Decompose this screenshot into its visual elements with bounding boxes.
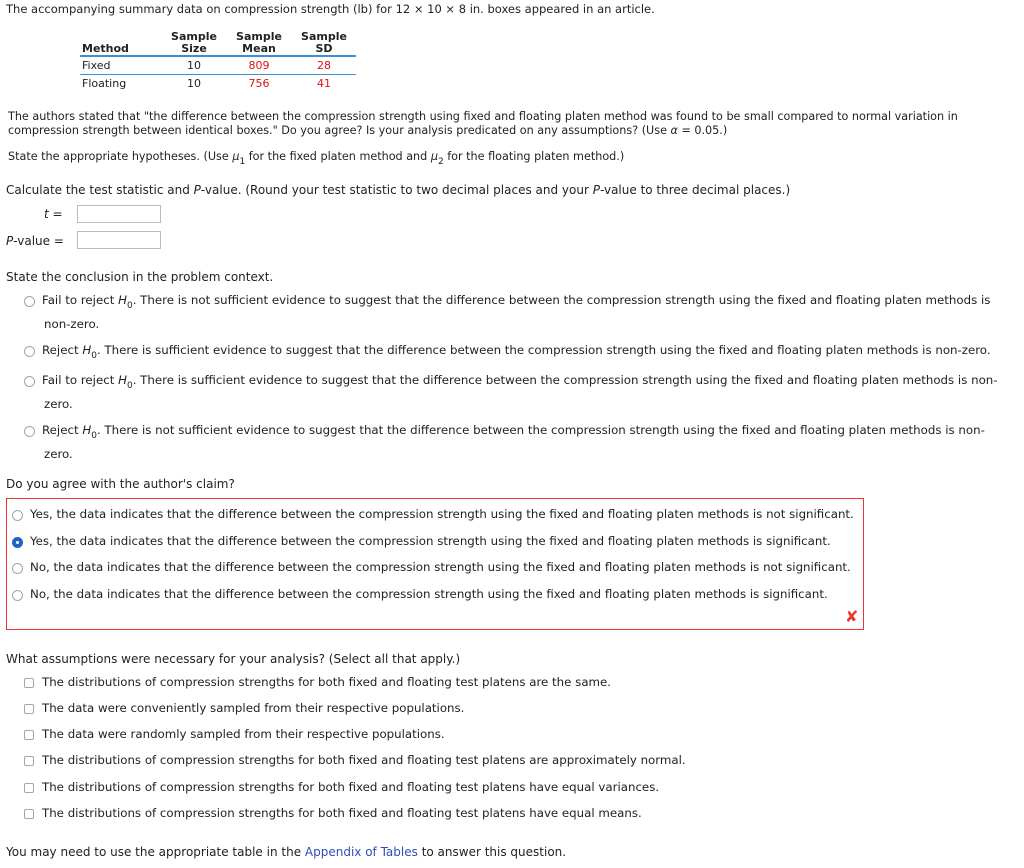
authors-statement-line1: The authors stated that "the difference between the compression strength using fixed and floating platen method was found to be small compared to normal variation in [8, 110, 958, 123]
h0-symbol: H [118, 373, 127, 387]
header-sd-line2: SD [315, 42, 333, 55]
agree-radio-2-selected[interactable] [12, 537, 23, 548]
header-size-line1: Sample [171, 30, 217, 43]
mu1-symbol: μ [232, 150, 240, 163]
h0-subscript: 0 [126, 381, 133, 391]
h0-symbol: H [82, 343, 92, 357]
conclusion-option-4[interactable] [42, 423, 985, 439]
cell-size: 10 [187, 77, 201, 90]
assumptions-prompt: What assumptions were necessary for your analysis? (Select all that apply.) [6, 652, 461, 666]
option-text: . There is sufficient evidence to suggest that the difference between the compression strength using the fixed and floating platen methods is non-zero. [96, 343, 991, 357]
conclusion-option-2[interactable] [42, 343, 991, 359]
agree-option-1[interactable]: Yes, the data indicates that the difference between the compression strength using the fixed and floating platen methods is not significant. [30, 507, 854, 521]
cell-mean: 756 [248, 77, 270, 90]
hypotheses-text-b: for the fixed platen method and [245, 150, 431, 163]
header-size [162, 31, 226, 56]
calc-text-a: Calculate the test statistic and [6, 183, 194, 197]
t-input[interactable] [77, 205, 161, 223]
h0-symbol: H [118, 293, 127, 307]
assumption-option-2[interactable]: The data were conveniently sampled from their respective populations. [42, 701, 465, 715]
option-prefix: Reject [42, 423, 83, 437]
conclusion-option-1-wrap: non-zero. [44, 317, 100, 331]
header-sd [292, 31, 356, 56]
table-header-row [80, 31, 356, 56]
agree-option-3[interactable]: No, the data indicates that the difference between the compression strength using the fixed and floating platen methods is not significant. [30, 560, 851, 574]
option-text: . There is not sufficient evidence to suggest that the difference between the compression strength using the fixed and floating platen methods is non- [96, 423, 985, 437]
assumption-checkbox-6[interactable] [24, 809, 34, 819]
appendix-link[interactable]: Appendix of Tables [304, 845, 418, 859]
h0-subscript: 0 [91, 431, 97, 441]
mu2-symbol: μ [430, 150, 438, 163]
hypotheses-text-a: State the appropriate hypotheses. (Use [8, 150, 233, 163]
mu1-subscript: 1 [239, 157, 246, 167]
cell-mean: 809 [248, 59, 270, 72]
h0-subscript: 0 [91, 351, 97, 361]
h0-symbol: H [82, 423, 92, 437]
cell-method: Floating [82, 77, 127, 90]
h0-subscript: 0 [126, 301, 133, 311]
footer-note [6, 845, 566, 859]
calc-p-italic: P [193, 183, 201, 197]
table-row [80, 75, 356, 93]
agree-option-2[interactable]: Yes, the data indicates that the difference between the compression strength using the fixed and floating platen methods is significant. [30, 534, 831, 548]
conclusion-radio-4[interactable] [24, 426, 35, 437]
conclusion-radio-1[interactable] [24, 296, 35, 307]
assumption-checkbox-5[interactable] [24, 783, 34, 793]
pvalue-label [6, 234, 64, 248]
intro-text: The accompanying summary data on compression strength (lb) for 12 × 10 × 8 in. boxes appeared in an article. [6, 2, 655, 16]
calc-p2-italic: P [592, 183, 600, 197]
assumption-option-4[interactable]: The distributions of compression strengths for both fixed and floating test platens are approximately normal. [42, 753, 686, 767]
agree-prompt: Do you agree with the author's claim? [6, 477, 235, 491]
footer-text-b: to answer this question. [417, 845, 567, 859]
option-prefix: Fail to reject [42, 373, 119, 387]
header-mean [226, 31, 292, 56]
assumption-checkbox-3[interactable] [24, 730, 34, 740]
t-symbol: t [44, 207, 49, 221]
incorrect-x-icon: ✘ [845, 607, 859, 626]
option-text: . There is not sufficient evidence to suggest that the difference between the compression strength using the fixed and floating platen methods is [132, 293, 991, 307]
pvalue-rest: -value [13, 234, 51, 248]
assumption-option-6[interactable]: The distributions of compression strengths for both fixed and floating test platens have equal means. [42, 806, 642, 820]
summary-table [80, 31, 356, 92]
conclusion-radio-2[interactable] [24, 346, 35, 357]
pvalue-input[interactable] [77, 231, 161, 249]
calc-prompt [6, 183, 790, 197]
conclusion-option-4-wrap: zero. [44, 447, 73, 461]
conclusion-option-1[interactable] [42, 293, 990, 309]
header-mean-line1: Sample [236, 30, 282, 43]
hypotheses-text-c: for the floating platen method.) [443, 150, 625, 163]
authors-statement [8, 110, 1013, 138]
calc-text-c: -value to three decimal places.) [599, 183, 791, 197]
authors-statement-line2: compression strength between identical boxes." Do you agree? Is your analysis predicated on any assumptions? (Use [8, 124, 671, 137]
conclusion-radio-3[interactable] [24, 376, 35, 387]
pvalue-p-italic: P [6, 234, 14, 248]
agree-option-4[interactable]: No, the data indicates that the difference between the compression strength using the fixed and floating platen methods is significant. [30, 587, 828, 601]
footer-text-a: You may need to use the appropriate table in the [6, 845, 305, 859]
table-row [80, 56, 356, 75]
assumption-checkbox-4[interactable] [24, 756, 34, 766]
pvalue-equals: = [53, 234, 64, 248]
mu2-subscript: 2 [437, 157, 444, 167]
t-equals: = [52, 207, 63, 221]
assumption-checkbox-1[interactable] [24, 678, 34, 688]
header-size-line2: Size [181, 42, 207, 55]
header-method: Method [82, 42, 129, 55]
header-sd-line1: Sample [301, 30, 347, 43]
cell-sd: 41 [317, 77, 331, 90]
option-prefix: Fail to reject [42, 293, 119, 307]
alpha-value: = 0.05.) [677, 124, 728, 137]
agree-radio-3[interactable] [12, 563, 23, 574]
option-prefix: Reject [42, 343, 83, 357]
cell-method: Fixed [82, 59, 111, 72]
agree-radio-4[interactable] [12, 590, 23, 601]
conclusion-option-3-wrap: zero. [44, 397, 73, 411]
alpha-symbol: α [670, 124, 678, 137]
conclusion-prompt: State the conclusion in the problem context. [6, 270, 274, 284]
header-mean-line2: Mean [242, 42, 276, 55]
t-label [44, 207, 63, 221]
hypotheses-prompt [8, 150, 1013, 165]
cell-size: 10 [187, 59, 201, 72]
assumption-option-1[interactable]: The distributions of compression strengths for both fixed and floating test platens are the same. [42, 675, 612, 689]
agree-radio-1[interactable] [12, 510, 23, 521]
option-text: . There is sufficient evidence to suggest that the difference between the compression strength using the fixed and floating platen methods is non- [132, 373, 998, 387]
assumption-option-3[interactable]: The data were randomly sampled from their respective populations. [42, 727, 445, 741]
conclusion-option-3[interactable] [42, 373, 998, 389]
calc-text-b: -value. (Round your test statistic to two decimal places and your [200, 183, 593, 197]
assumption-option-5[interactable]: The distributions of compression strengths for both fixed and floating test platens have equal variances. [42, 780, 660, 794]
cell-sd: 28 [317, 59, 331, 72]
assumption-checkbox-2[interactable] [24, 704, 34, 714]
